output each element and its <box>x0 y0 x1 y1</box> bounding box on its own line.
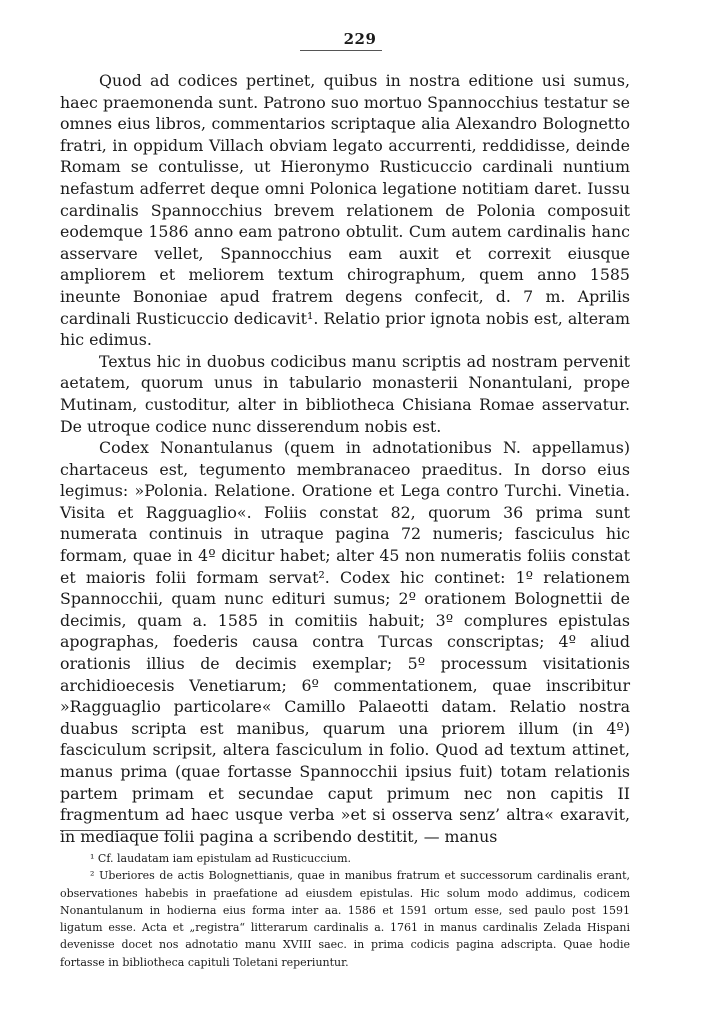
paragraph-3: Codex Nonantulanus (quem in adnotationibus N. appellamus) chartaceus est, tegumento membranaceo praeditus. In dorso eius legimus: »Polonia. Relatione. Oratione et Lega contro Turchi. Vinetia. Visita et Ragguaglio«. Foliis constat 82, quorum 36 prima sunt numerata continuis in utraque pagina 72 numeris; fasciculus hic formam, quae in 4º dicitur habet; alter 45 non numeratis foliis constat et maioris folii formam servat². Codex hic continet: 1º relationem Spannocchii, quam nunc edituri sumus; 2º orationem Bolognettii de decimis, quam a. 1585 in comitiis habuit; 3º complures epistulas apographas, foederis causa contra Turcas conscriptas; 4º aliud orationis illius de decimis exemplar; 5º processum visitationis archidioecesis Venetiarum; 6º commentationem, quae inscribitur »Ragguaglio particolare« Camillo Palaeotti datam. Relatio nostra duabus scripta est manibus, quarum una priorem illum (in 4º) fasciculum scripsit, altera fasciculum in folio. Quod ad textum attinet, manus prima (quae fortasse Spannocchii ipsius fuit) totam relationis partem primam et secundae caput primum nec non capitis II fragmentum ad haec usque verba »et si osserva senz’ altra« exaravit, in mediaque folii pagina a scribendo destitit, — manus <box>60 438 630 846</box>
page-number: 229 <box>343 30 377 48</box>
footnote-2: ² Uberiores de actis Bolognettianis, quae in manibus fratrum et successorum cardinalis erant, observationes habebis in praefatione ad eiusdem epistulas. Hic solum modo addimus, codicem Nonantulanum in hodierna eius forma inter aa. 1586 et 1591 ortum esse, sed paulo post 1591 ligatum esse. Acta et „registra“ litterarum cardinalis a. 1761 in manus cardinalis Zelada Hispani devenisse docet nos adnotatio manu XVIII saec. in prima codicis pagina adscripta. Quae hodie fortasse in bibliotheca capituli Toletani reperiuntur. <box>60 869 630 969</box>
footnotes <box>60 850 630 971</box>
header-rule <box>300 50 382 51</box>
paragraph-2: Textus hic in duobus codicibus manu scriptis ad nostram pervenit aetatem, quorum unus in tabulario monasterii Nonantulani, prope Mutinam, custoditur, alter in bibliotheca Chisiana Romae asservatur. De utroque codice nunc disserendum nobis est. <box>60 351 630 436</box>
main-text <box>60 70 630 847</box>
footnote-1: ¹ Cf. laudatam iam epistulam ad Rusticuccium. <box>90 852 352 865</box>
footnote-rule <box>60 830 180 831</box>
paragraph-1: Quod ad codices pertinet, quibus in nostra editione usi sumus, haec praemonenda sunt. Patrono suo mortuo Spannocchius testatur se omnes eius libros, commentarios scriptaque alia Alexandro Bolognetto fratri, in oppidum Villach obviam legato accurrenti, reddidisse, deinde Romam se contulisse, ut Hieronymo Rusticuccio cardinali nuntium nefastum adferret deque omni Polonica legatione notitiam daret. Iussu cardinalis Spannocchius brevem relationem de Polonia composuit eodemque 1586 anno eam patrono obtulit. Cum autem cardinalis hanc asservare vellet, Spannocchius eam auxit et correxit eiusque ampliorem et meliorem textum chirographum, quem anno 1585 ineunte Bononiae apud fratrem degens confecit, d. 7 m. Aprilis cardinali Rusticuccio dedicavit¹. Relatio prior ignota nobis est, alteram hic edimus. <box>60 71 630 350</box>
